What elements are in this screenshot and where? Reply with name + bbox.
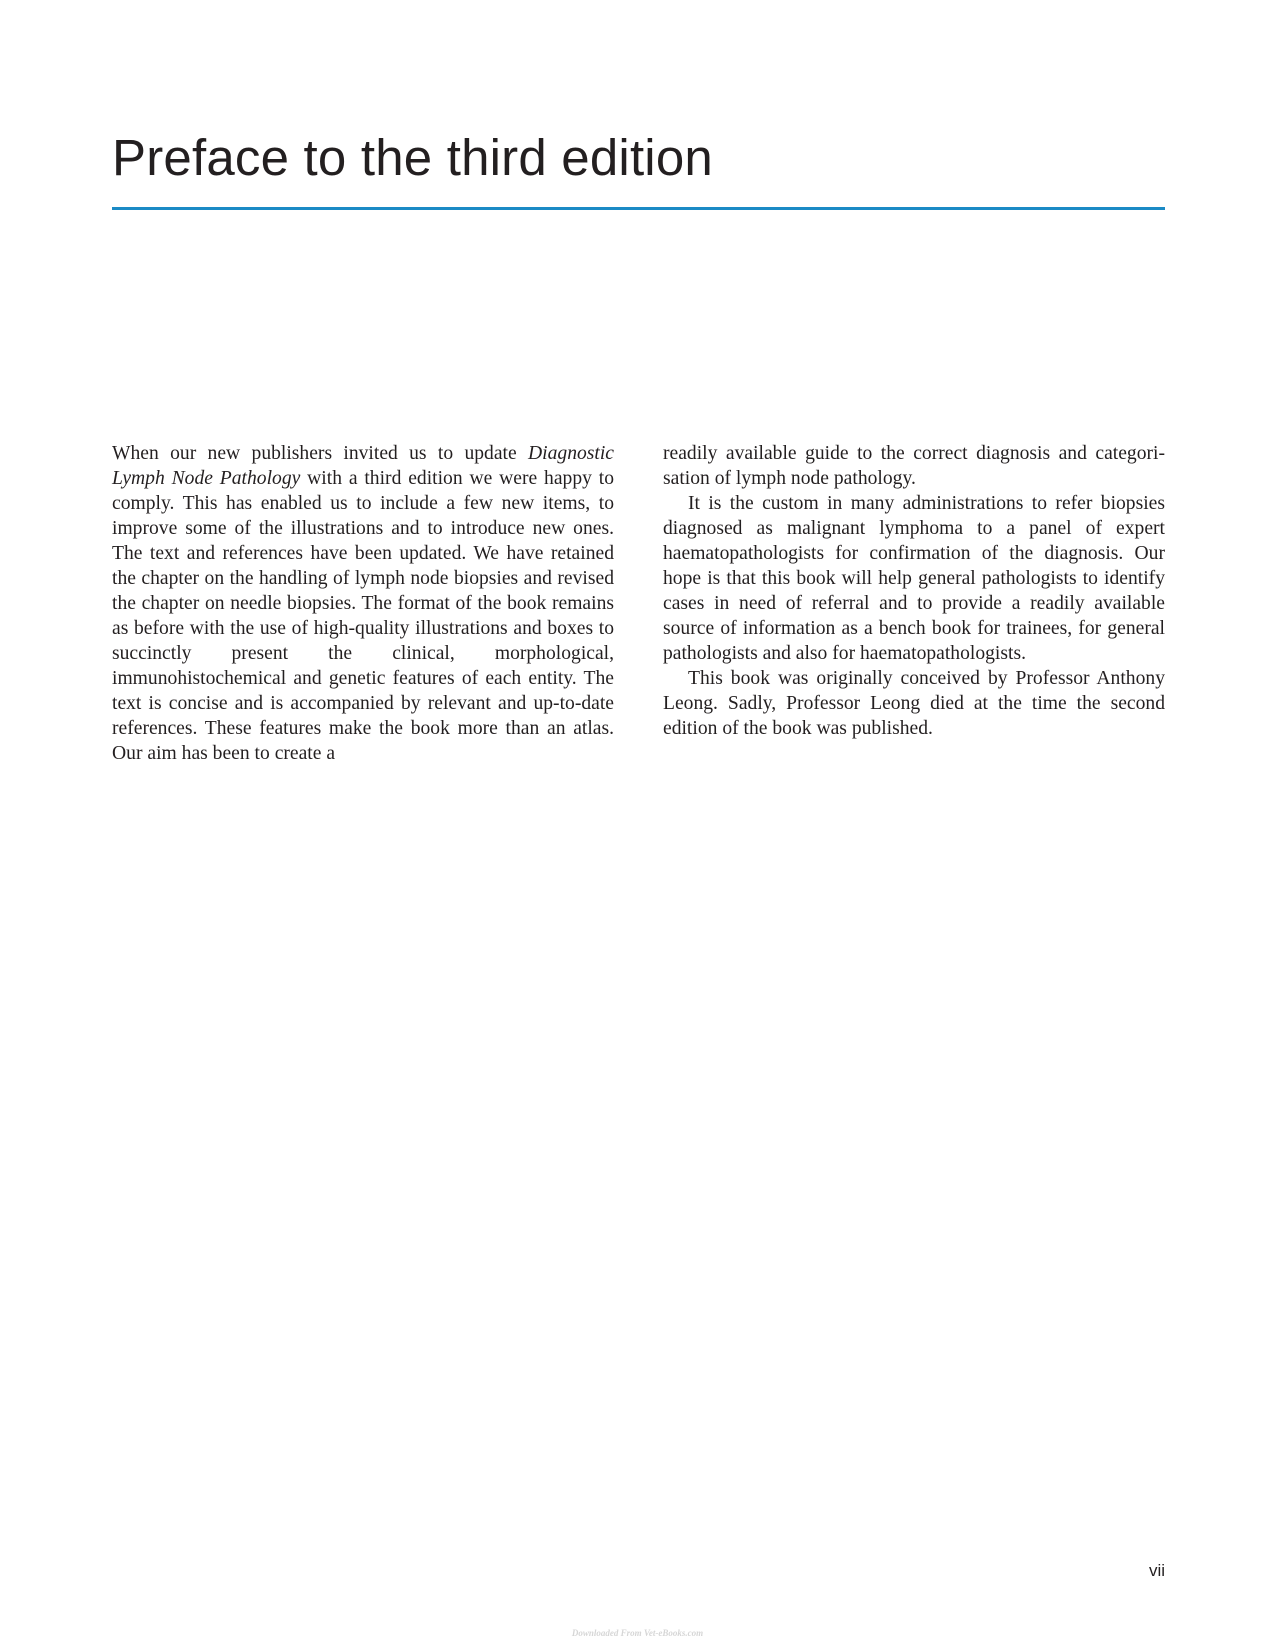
book-title-italic: Diagnostic Lymph Node Pathology — [112, 443, 614, 489]
title-rule — [112, 207, 1165, 210]
paragraph-1 — [112, 441, 614, 766]
paragraph-2: It is the custom in many administrations to refer biopsies diagnosed as malignant lymphoma to a panel of expert haematopathologists for confirmation of the diagnosis. Our hope is that this book will help general pathologists to identify cases in need of referral and to provide a readily available source of information as a bench book for trainees, for general pathologists and also for haematopathologists. — [663, 493, 1165, 664]
paragraph-1-continued: readily available guide to the correct diagnosis and categorisation of lymph node pathology. — [663, 443, 1165, 489]
page-number: vii — [1148, 1561, 1165, 1580]
download-watermark: Downloaded From Vet-eBooks.com — [571, 1628, 704, 1638]
paragraph-3: This book was originally conceived by Professor Anthony Leong. Sadly, Professor Leong died at the time the second edition of the book was published. — [663, 668, 1165, 739]
text-column-left — [112, 441, 614, 766]
page-title: Preface to the third edition — [112, 129, 713, 186]
text-column-right — [663, 441, 1165, 741]
paragraph-1-text-end: with a third edition we were happy to comply. This has enabled us to include a few new items, to improve some of the illustrations and to introduce new ones. The text and references have been updated. We have retained the chapter on the handling of lymph node biopsies and revised the chapter on needle biopsies. The format of the book remains as before with the use of high-quality illustrations and boxes to succinctly present the clinical, morphological, immunohistochemical and genetic features of each entity. The text is concise and is accompanied by relevant and up-to-date references. These features make the book more than an atlas. Our aim has been to create a — [112, 468, 614, 764]
paragraph-1-text-start: When our new publishers invited us to update — [112, 443, 528, 464]
